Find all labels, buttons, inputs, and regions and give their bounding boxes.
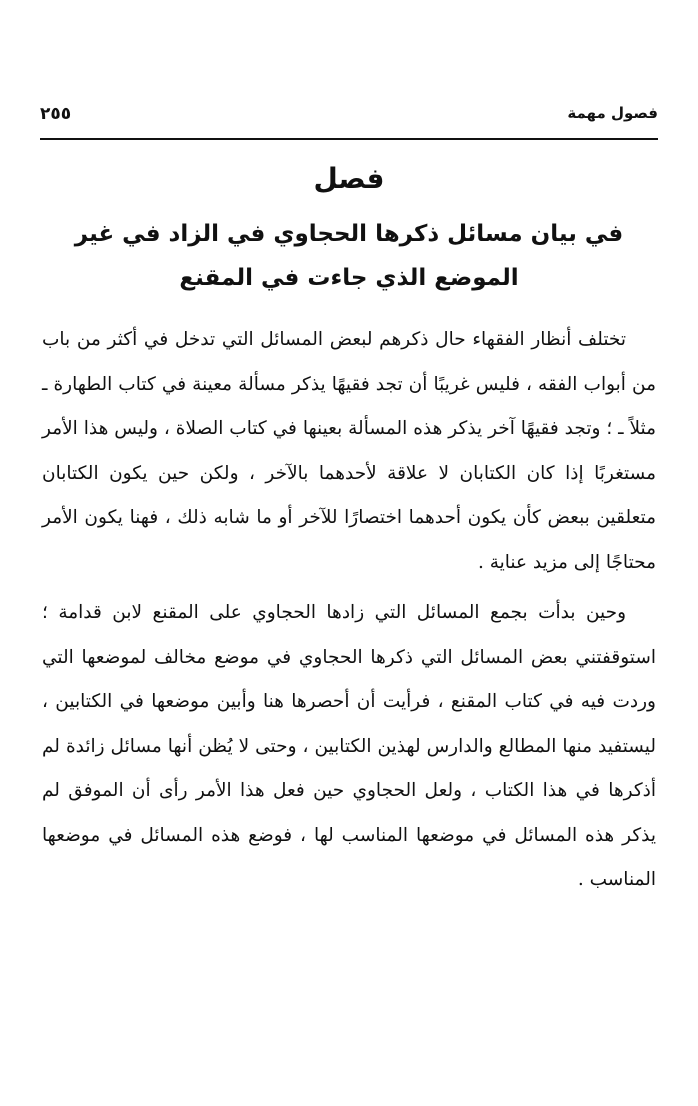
body-text (42, 318, 656, 909)
paragraph: تختلف أنظار الفقهاء حال ذكرهم لبعض المسائل التي تدخل في أكثر من باب من أبواب الفقه ، فليس غريبًا أن تجد فقيهًا يذكر مسألة معينة في كتاب الطهارة ـ مثلاً ـ ؛ وتجد فقيهًا آخر يذكر هذه المسألة بعينها في كتاب الصلاة ، وليس هذا الأمر مستغربًا إذا كان الكتابان لا علاقة لأحدهما بالآخر ، ولكن حين يكون الكتابان متعلقين ببعض كأن يكون أحدهما اختصارًا للآخر أو ما شابه ذلك ، فهنا يكون الأمر محتاجًا إلى مزيد عناية . (42, 329, 656, 573)
chapter-title: في بيان مسائل ذكرها الحجاوي في الزاد في غير الموضع الذي جاءت في المقنع (74, 221, 624, 291)
header-rule (40, 138, 658, 140)
paragraph: وحين بدأت بجمع المسائل التي زادها الحجاوي على المقنع لابن قدامة ؛ استوقفتني بعض المسائل التي ذكرها الحجاوي في موضع مخالف لموضعها التي وردت فيه في كتاب المقنع ، فرأيت أن أحصرها هنا وأبين موضعها في الكتابين ، ليستفيد منها المطالع والدارس لهذين الكتابين ، وحتى لا يُظن أنها مسائل زائدة لم أذكرها في هذا الكتاب ، ولعل الحجاوي حين فعل هذا الأمر رأى أن الموفق لم يذكر هذه المسائل في موضعها المناسب لها ، فوضع هذه المسائل في موضعها المناسب . (42, 602, 656, 890)
section-label: فصل (313, 162, 385, 195)
running-title: فصول مهمة (567, 104, 658, 122)
page-header (40, 104, 658, 134)
page-number: ٢٥٥ (40, 104, 72, 124)
